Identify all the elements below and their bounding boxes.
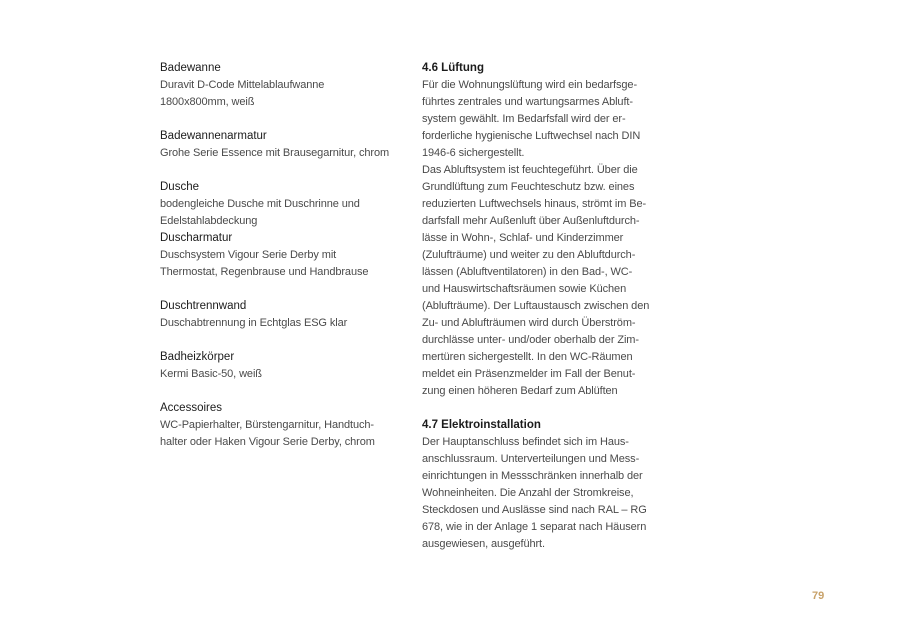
section-duschtrennwand <box>160 298 400 332</box>
section-badheizkoerper <box>160 349 400 383</box>
section-elektroinstallation <box>422 417 662 553</box>
text-badewanne: Duravit D-Code Mittelablaufwanne 1800x800mm, weiß <box>160 79 325 108</box>
text-lueftung: Für die Wohnungslüftung wird ein bedarfsge- führtes zentrales und wartungsarmes Abluft- system gewählt. Im Bedarfsfall wird der er- forderliche hygienische Luftwechsel nach DIN 1946-6 sichergestellt. Das Abluftsystem ist feuchtegeführt. Über die Grundlüftung zum Feuchteschutz bzw. eines reduzierten Luftwechsels hinaus, strömt im Be- darfsfall mehr Außenluft über Außenluftdurch- lässe in Wohn-, Schlaf- und Kinderzimmer (Zulufträume) und weiter zu den Abluftdurch- lässen (Abluftventilatoren) in den Bad-, WC- und Hauswirtschaftsräumen sowie Küchen (Ablufträume). Der Luftaustausch zwischen den Zu- und Ablufträumen wird durch Überström- durchlässe unter- und/oder oberhalb der Zim- mertüren sichergestellt. In den WC-Räumen meldet ein Präsenzmelder im Fall der Benut- zung einen höheren Bedarf zum Ablüften <box>422 79 650 397</box>
page-number: 79 <box>812 590 825 602</box>
text-duscharmatur: Duschsystem Vigour Serie Derby mit Thermostat, Regenbrause und Handbrause <box>160 249 369 278</box>
text-badewannenarmatur: Grohe Serie Essence mit Brausegarnitur, chrom <box>160 147 390 159</box>
text-duschtrennwand: Duschabtrennung in Echtglas ESG klar <box>160 317 348 329</box>
text-elektroinstallation: Der Hauptanschluss befindet sich im Haus- anschlussraum. Unterverteilungen und Mess- einrichtungen in Messschränken innerhalb der Wohneinheiten. Die Anzahl der Stromkreise, Steckdosen und Auslässe sind nach RAL – RG 678, wie in der Anlage 1 separat nach Häusern ausgewiesen, ausgeführt. <box>422 436 647 550</box>
right-column <box>422 60 662 570</box>
heading-badewanne: Badewanne <box>160 62 221 74</box>
heading-badheizkoerper: Badheizkörper <box>160 351 235 363</box>
heading-accessoires: Accessoires <box>160 402 222 414</box>
section-lueftung <box>422 60 662 400</box>
text-badheizkoerper: Kermi Basic-50, weiß <box>160 368 262 380</box>
section-badewannenarmatur <box>160 128 400 162</box>
heading-badewannenarmatur: Badewannenarmatur <box>160 130 267 142</box>
heading-dusche: Dusche <box>160 181 199 193</box>
section-dusche <box>160 179 400 230</box>
heading-duscharmatur: Duscharmatur <box>160 232 233 244</box>
section-badewanne <box>160 60 400 111</box>
heading-duschtrennwand: Duschtrennwand <box>160 300 247 312</box>
section-accessoires <box>160 400 400 451</box>
section-duscharmatur <box>160 230 400 281</box>
left-column <box>160 60 400 468</box>
text-accessoires: WC-Papierhalter, Bürstengarnitur, Handtuch- halter oder Haken Vigour Serie Derby, chrom <box>160 419 375 448</box>
heading-elektroinstallation: 4.7 Elektroinstallation <box>422 419 541 431</box>
heading-lueftung: 4.6 Lüftung <box>422 62 484 74</box>
text-dusche: bodengleiche Dusche mit Duschrinne und Edelstahlabdeckung <box>160 198 360 227</box>
